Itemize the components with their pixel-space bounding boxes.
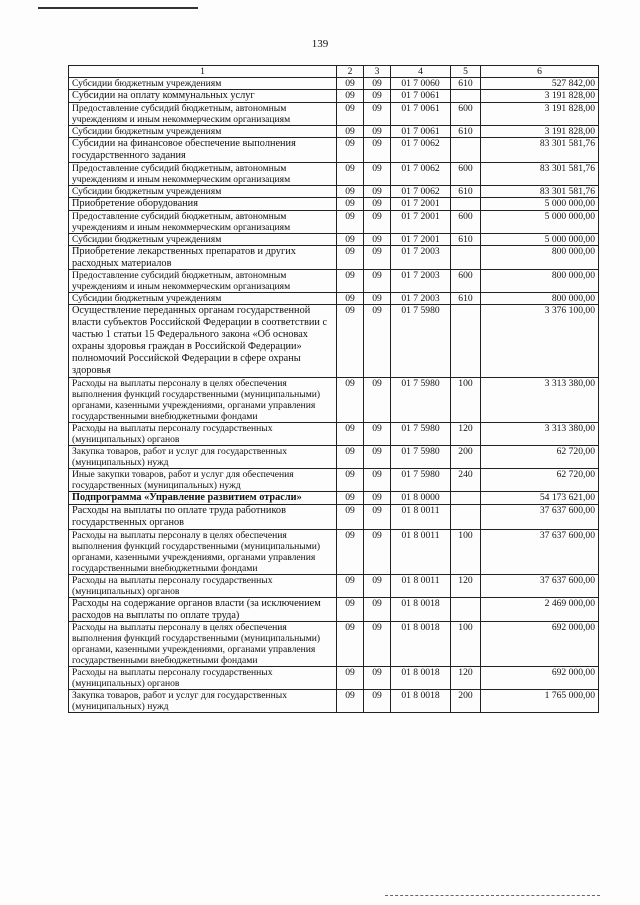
row-subsection: 09: [364, 233, 391, 245]
table-row: [69, 422, 599, 445]
header-col-5: 5: [451, 66, 481, 78]
row-section: 09: [337, 445, 364, 468]
table-row: [69, 197, 599, 210]
row-target-article: 01 8 0018: [391, 690, 451, 713]
row-section: 09: [337, 125, 364, 137]
table-row: [69, 210, 599, 233]
row-name: Субсидии бюджетным учреждениям: [69, 233, 337, 245]
row-expense-type: 120: [451, 667, 481, 690]
row-subsection: 09: [364, 597, 391, 622]
row-amount: 800 000,00: [481, 270, 599, 293]
row-target-article: 01 7 0060: [391, 78, 451, 90]
row-subsection: 09: [364, 162, 391, 185]
row-expense-type: 600: [451, 210, 481, 233]
row-target-article: 01 7 5980: [391, 422, 451, 445]
table-row: [69, 245, 599, 270]
row-subsection: 09: [364, 445, 391, 468]
bottom-rule: [385, 895, 600, 896]
row-target-article: 01 7 0062: [391, 137, 451, 162]
table-row: [69, 78, 599, 90]
row-expense-type: 600: [451, 270, 481, 293]
row-target-article: 01 8 0011: [391, 529, 451, 574]
row-name: Расходы на выплаты по оплате труда работников государственных органов: [69, 504, 337, 529]
row-amount: 5 000 000,00: [481, 210, 599, 233]
row-target-article: 01 8 0018: [391, 622, 451, 667]
table-row: [69, 597, 599, 622]
row-amount: 527 842,00: [481, 78, 599, 90]
row-section: 09: [337, 197, 364, 210]
top-rule: [38, 7, 198, 9]
row-section: 09: [337, 162, 364, 185]
row-amount: 5 000 000,00: [481, 233, 599, 245]
row-target-article: 01 7 5980: [391, 445, 451, 468]
row-name: Расходы на выплаты персоналу в целях обеспечения выполнения функций государственными (муниципальными) органами, казенными учреждениями, органами управления государственными внебюджетными фондами: [69, 622, 337, 667]
row-expense-type: 610: [451, 293, 481, 305]
row-name: Расходы на выплаты персоналу в целях обеспечения выполнения функций государственными (муниципальными) органами, казенными учреждениями, органами управления государственными внебюджетными фондами: [69, 377, 337, 422]
row-expense-type: 600: [451, 102, 481, 125]
row-subsection: 09: [364, 491, 391, 504]
table-header-row: [69, 66, 599, 78]
row-target-article: 01 7 5980: [391, 305, 451, 377]
row-amount: 800 000,00: [481, 245, 599, 270]
row-subsection: 09: [364, 667, 391, 690]
row-expense-type: 120: [451, 422, 481, 445]
row-section: 09: [337, 305, 364, 377]
row-name: Подпрограмма «Управление развитием отрасли»: [69, 491, 337, 504]
row-name: Приобретение оборудования: [69, 197, 337, 210]
row-section: 09: [337, 504, 364, 529]
row-amount: 800 000,00: [481, 293, 599, 305]
row-name: Субсидии на финансовое обеспечение выполнения государственного задания: [69, 137, 337, 162]
row-section: 09: [337, 529, 364, 574]
row-expense-type: 120: [451, 574, 481, 597]
table-row: [69, 468, 599, 491]
row-amount: 3 191 828,00: [481, 90, 599, 103]
row-name: Расходы на выплаты персоналу государственных (муниципальных) органов: [69, 667, 337, 690]
row-target-article: 01 8 0011: [391, 574, 451, 597]
row-name: Иные закупки товаров, работ и услуг для обеспечения государственных (муниципальных) нужд: [69, 468, 337, 491]
row-amount: 3 376 100,00: [481, 305, 599, 377]
row-subsection: 09: [364, 529, 391, 574]
table-row: [69, 293, 599, 305]
table-row: [69, 377, 599, 422]
row-name: Субсидии бюджетным учреждениям: [69, 293, 337, 305]
row-section: 09: [337, 622, 364, 667]
row-name: Субсидии на оплату коммунальных услуг: [69, 90, 337, 103]
row-name: Закупка товаров, работ и услуг для государственных (муниципальных) нужд: [69, 445, 337, 468]
row-target-article: 01 7 0061: [391, 102, 451, 125]
row-target-article: 01 7 2001: [391, 233, 451, 245]
row-target-article: 01 7 5980: [391, 377, 451, 422]
table-row: [69, 185, 599, 197]
table-body: [69, 78, 599, 713]
table-row: [69, 574, 599, 597]
row-amount: 3 191 828,00: [481, 102, 599, 125]
row-target-article: 01 7 2001: [391, 197, 451, 210]
row-section: 09: [337, 233, 364, 245]
row-expense-type: 610: [451, 78, 481, 90]
row-target-article: 01 7 2001: [391, 210, 451, 233]
table-row: [69, 90, 599, 103]
row-expense-type: [451, 305, 481, 377]
row-subsection: 09: [364, 468, 391, 491]
table-row: [69, 445, 599, 468]
row-subsection: 09: [364, 305, 391, 377]
header-col-1: 1: [69, 66, 337, 78]
row-section: 09: [337, 422, 364, 445]
row-subsection: 09: [364, 78, 391, 90]
row-section: 09: [337, 574, 364, 597]
row-amount: 83 301 581,76: [481, 162, 599, 185]
row-amount: 62 720,00: [481, 445, 599, 468]
row-target-article: 01 7 0061: [391, 90, 451, 103]
row-name: Расходы на выплаты персоналу государственных (муниципальных) органов: [69, 422, 337, 445]
row-target-article: 01 7 5980: [391, 468, 451, 491]
row-subsection: 09: [364, 245, 391, 270]
row-name: Субсидии бюджетным учреждениям: [69, 125, 337, 137]
row-subsection: 09: [364, 574, 391, 597]
row-target-article: 01 7 2003: [391, 245, 451, 270]
row-subsection: 09: [364, 293, 391, 305]
row-subsection: 09: [364, 197, 391, 210]
row-expense-type: 610: [451, 125, 481, 137]
row-section: 09: [337, 78, 364, 90]
row-amount: 83 301 581,76: [481, 185, 599, 197]
row-target-article: 01 7 0061: [391, 125, 451, 137]
table-row: [69, 622, 599, 667]
row-amount: 83 301 581,76: [481, 137, 599, 162]
row-amount: 37 637 600,00: [481, 504, 599, 529]
table-row: [69, 102, 599, 125]
row-expense-type: 600: [451, 162, 481, 185]
row-section: 09: [337, 293, 364, 305]
budget-table: [68, 65, 599, 713]
row-section: 09: [337, 90, 364, 103]
row-subsection: 09: [364, 90, 391, 103]
table-row: [69, 690, 599, 713]
row-section: 09: [337, 185, 364, 197]
row-section: 09: [337, 597, 364, 622]
row-expense-type: [451, 597, 481, 622]
row-name: Расходы на выплаты персоналу государственных (муниципальных) органов: [69, 574, 337, 597]
row-amount: 37 637 600,00: [481, 529, 599, 574]
table-row: [69, 305, 599, 377]
row-subsection: 09: [364, 690, 391, 713]
row-amount: 3 313 380,00: [481, 377, 599, 422]
row-section: 09: [337, 270, 364, 293]
row-section: 09: [337, 690, 364, 713]
table-row: [69, 162, 599, 185]
table-row: [69, 667, 599, 690]
header-col-3: 3: [364, 66, 391, 78]
row-target-article: 01 7 0062: [391, 185, 451, 197]
table-row: [69, 233, 599, 245]
row-expense-type: 200: [451, 690, 481, 713]
page-number: 139: [311, 38, 329, 50]
row-name: Предоставление субсидий бюджетным, автономным учреждениям и иным некоммерческим организациям: [69, 270, 337, 293]
row-expense-type: 100: [451, 622, 481, 667]
row-amount: 5 000 000,00: [481, 197, 599, 210]
row-amount: 54 173 621,00: [481, 491, 599, 504]
row-target-article: 01 7 0062: [391, 162, 451, 185]
row-target-article: 01 7 2003: [391, 270, 451, 293]
row-subsection: 09: [364, 137, 391, 162]
row-name: Предоставление субсидий бюджетным, автономным учреждениям и иным некоммерческим организациям: [69, 102, 337, 125]
row-expense-type: [451, 504, 481, 529]
row-amount: 3 191 828,00: [481, 125, 599, 137]
row-section: 09: [337, 468, 364, 491]
header-col-2: 2: [337, 66, 364, 78]
row-target-article: 01 8 0011: [391, 504, 451, 529]
table-row: [69, 504, 599, 529]
row-subsection: 09: [364, 125, 391, 137]
row-amount: 37 637 600,00: [481, 574, 599, 597]
row-amount: 692 000,00: [481, 622, 599, 667]
row-expense-type: [451, 197, 481, 210]
row-section: 09: [337, 102, 364, 125]
table-row: [69, 491, 599, 504]
row-expense-type: 240: [451, 468, 481, 491]
row-name: Закупка товаров, работ и услуг для государственных (муниципальных) нужд: [69, 690, 337, 713]
row-section: 09: [337, 491, 364, 504]
table-row: [69, 270, 599, 293]
row-expense-type: [451, 245, 481, 270]
header-col-4: 4: [391, 66, 451, 78]
row-name: Предоставление субсидий бюджетным, автономным учреждениям и иным некоммерческим организациям: [69, 162, 337, 185]
row-subsection: 09: [364, 270, 391, 293]
row-name: Расходы на выплаты персоналу в целях обеспечения выполнения функций государственными (муниципальными) органами, казенными учреждениями, органами управления государственными внебюджетными фондами: [69, 529, 337, 574]
row-name: Субсидии бюджетным учреждениям: [69, 78, 337, 90]
row-expense-type: [451, 491, 481, 504]
row-amount: 692 000,00: [481, 667, 599, 690]
header-col-6: 6: [481, 66, 599, 78]
row-expense-type: 100: [451, 529, 481, 574]
row-subsection: 09: [364, 102, 391, 125]
row-amount: 62 720,00: [481, 468, 599, 491]
row-section: 09: [337, 377, 364, 422]
row-section: 09: [337, 667, 364, 690]
row-name: Субсидии бюджетным учреждениям: [69, 185, 337, 197]
row-expense-type: 100: [451, 377, 481, 422]
table-row: [69, 137, 599, 162]
row-subsection: 09: [364, 422, 391, 445]
row-expense-type: 610: [451, 185, 481, 197]
row-subsection: 09: [364, 377, 391, 422]
table-row: [69, 125, 599, 137]
row-target-article: 01 8 0018: [391, 597, 451, 622]
table-row: [69, 529, 599, 574]
row-target-article: 01 7 2003: [391, 293, 451, 305]
row-target-article: 01 8 0018: [391, 667, 451, 690]
row-amount: 2 469 000,00: [481, 597, 599, 622]
row-expense-type: [451, 90, 481, 103]
row-expense-type: [451, 137, 481, 162]
row-target-article: 01 8 0000: [391, 491, 451, 504]
row-section: 09: [337, 245, 364, 270]
row-section: 09: [337, 210, 364, 233]
row-name: Расходы на содержание органов власти (за исключением расходов на выплаты по оплате труда): [69, 597, 337, 622]
row-expense-type: 200: [451, 445, 481, 468]
row-subsection: 09: [364, 622, 391, 667]
row-section: 09: [337, 137, 364, 162]
row-subsection: 09: [364, 185, 391, 197]
row-expense-type: 610: [451, 233, 481, 245]
row-subsection: 09: [364, 504, 391, 529]
row-name: Осуществление переданных органам государственной власти субъектов Российской Федерации в соответствии с частью 1 статьи 15 Федерального закона «Об основах охраны здоровья граждан в Российской Федерации» полномочий Российской Федерации в сфере охраны здоровья: [69, 305, 337, 377]
row-subsection: 09: [364, 210, 391, 233]
row-name: Предоставление субсидий бюджетным, автономным учреждениям и иным некоммерческим организациям: [69, 210, 337, 233]
row-name: Приобретение лекарственных препаратов и других расходных материалов: [69, 245, 337, 270]
row-amount: 1 765 000,00: [481, 690, 599, 713]
row-amount: 3 313 380,00: [481, 422, 599, 445]
